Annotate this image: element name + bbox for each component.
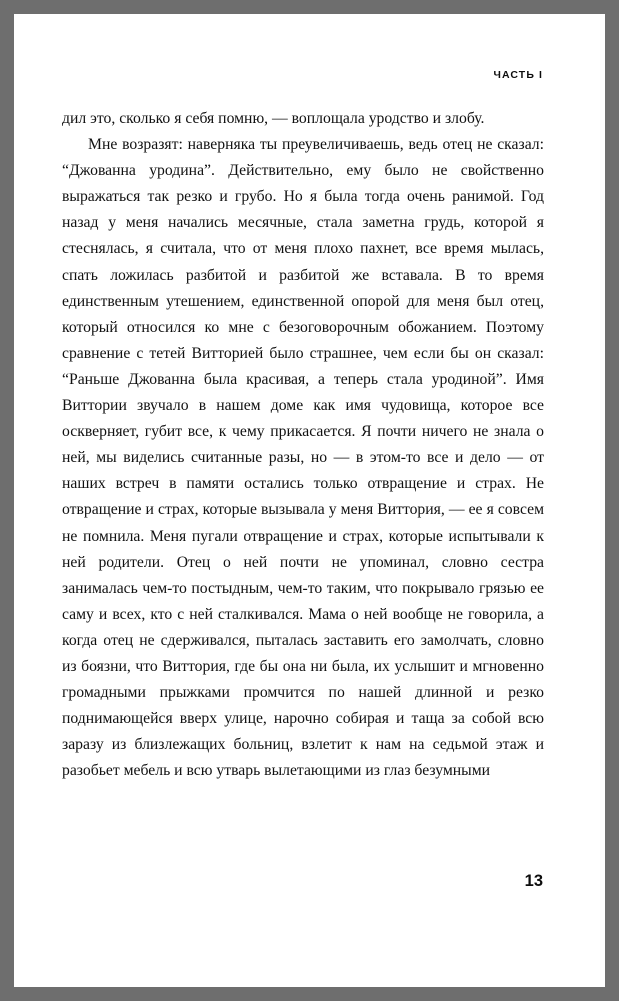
book-page <box>14 14 605 987</box>
body-text <box>62 106 544 784</box>
paragraph-continuation: дил это, сколько я себя помню, — воплощала уродство и злобу. <box>62 110 485 127</box>
page-number: 13 <box>524 872 543 890</box>
running-head: ЧАСТЬ I <box>493 69 543 81</box>
paragraph-main: Мне возразят: наверняка ты преувеличиваешь, ведь отец не сказал: “Джованна уродина”. Действительно, ему было не свойственно выражаться так резко и грубо. Но я была тогда очень ранимой. Год назад у меня начались месячные, стала заметна грудь, которой я стеснялась, я считала, что от меня плохо пахнет, все время мылась, спать ложилась разбитой и разбитой же вставала. В то время единственным утешением, единственной опорой для меня был отец, который относился ко мне с безоговорочным обожанием. Поэтому сравнение с тетей Витторией было страшнее, чем если бы он сказал: “Раньше Джованна была красивая, а теперь стала уродиной”. Имя Виттории звучало в нашем доме как имя чудовища, которое все оскверняет, губит все, к чему прикасается. Я почти ничего не знала о ней, мы виделись считанные разы, но — в этом-то все и дело — от наших встреч в памяти остались только отвращение и страх. Не отвращение и страх, которые вызывала у меня Виттория, — ее я совсем не помнила. Меня пугали отвращение и страх, которые испытывали к ней родители. Отец о ней почти не упоминал, словно сестра занималась чем-то постыдным, чем-то таким, что покрывало грязью ее саму и всех, кто с ней сталкивался. Мама о ней вообще не говорила, а когда отец не сдерживался, пыталась заставить его замолчать, словно из боязни, что Виттория, где бы она ни была, их услышит и мгновенно громадными прыжками промчится по нашей длинной и резко поднимающейся вверх улице, нарочно собирая и таща за собой всю заразу из близлежащих больниц, взлетит к нам на седьмой этаж и разобьет мебель и всю утварь вылетающими из глаз безумными <box>62 136 544 780</box>
